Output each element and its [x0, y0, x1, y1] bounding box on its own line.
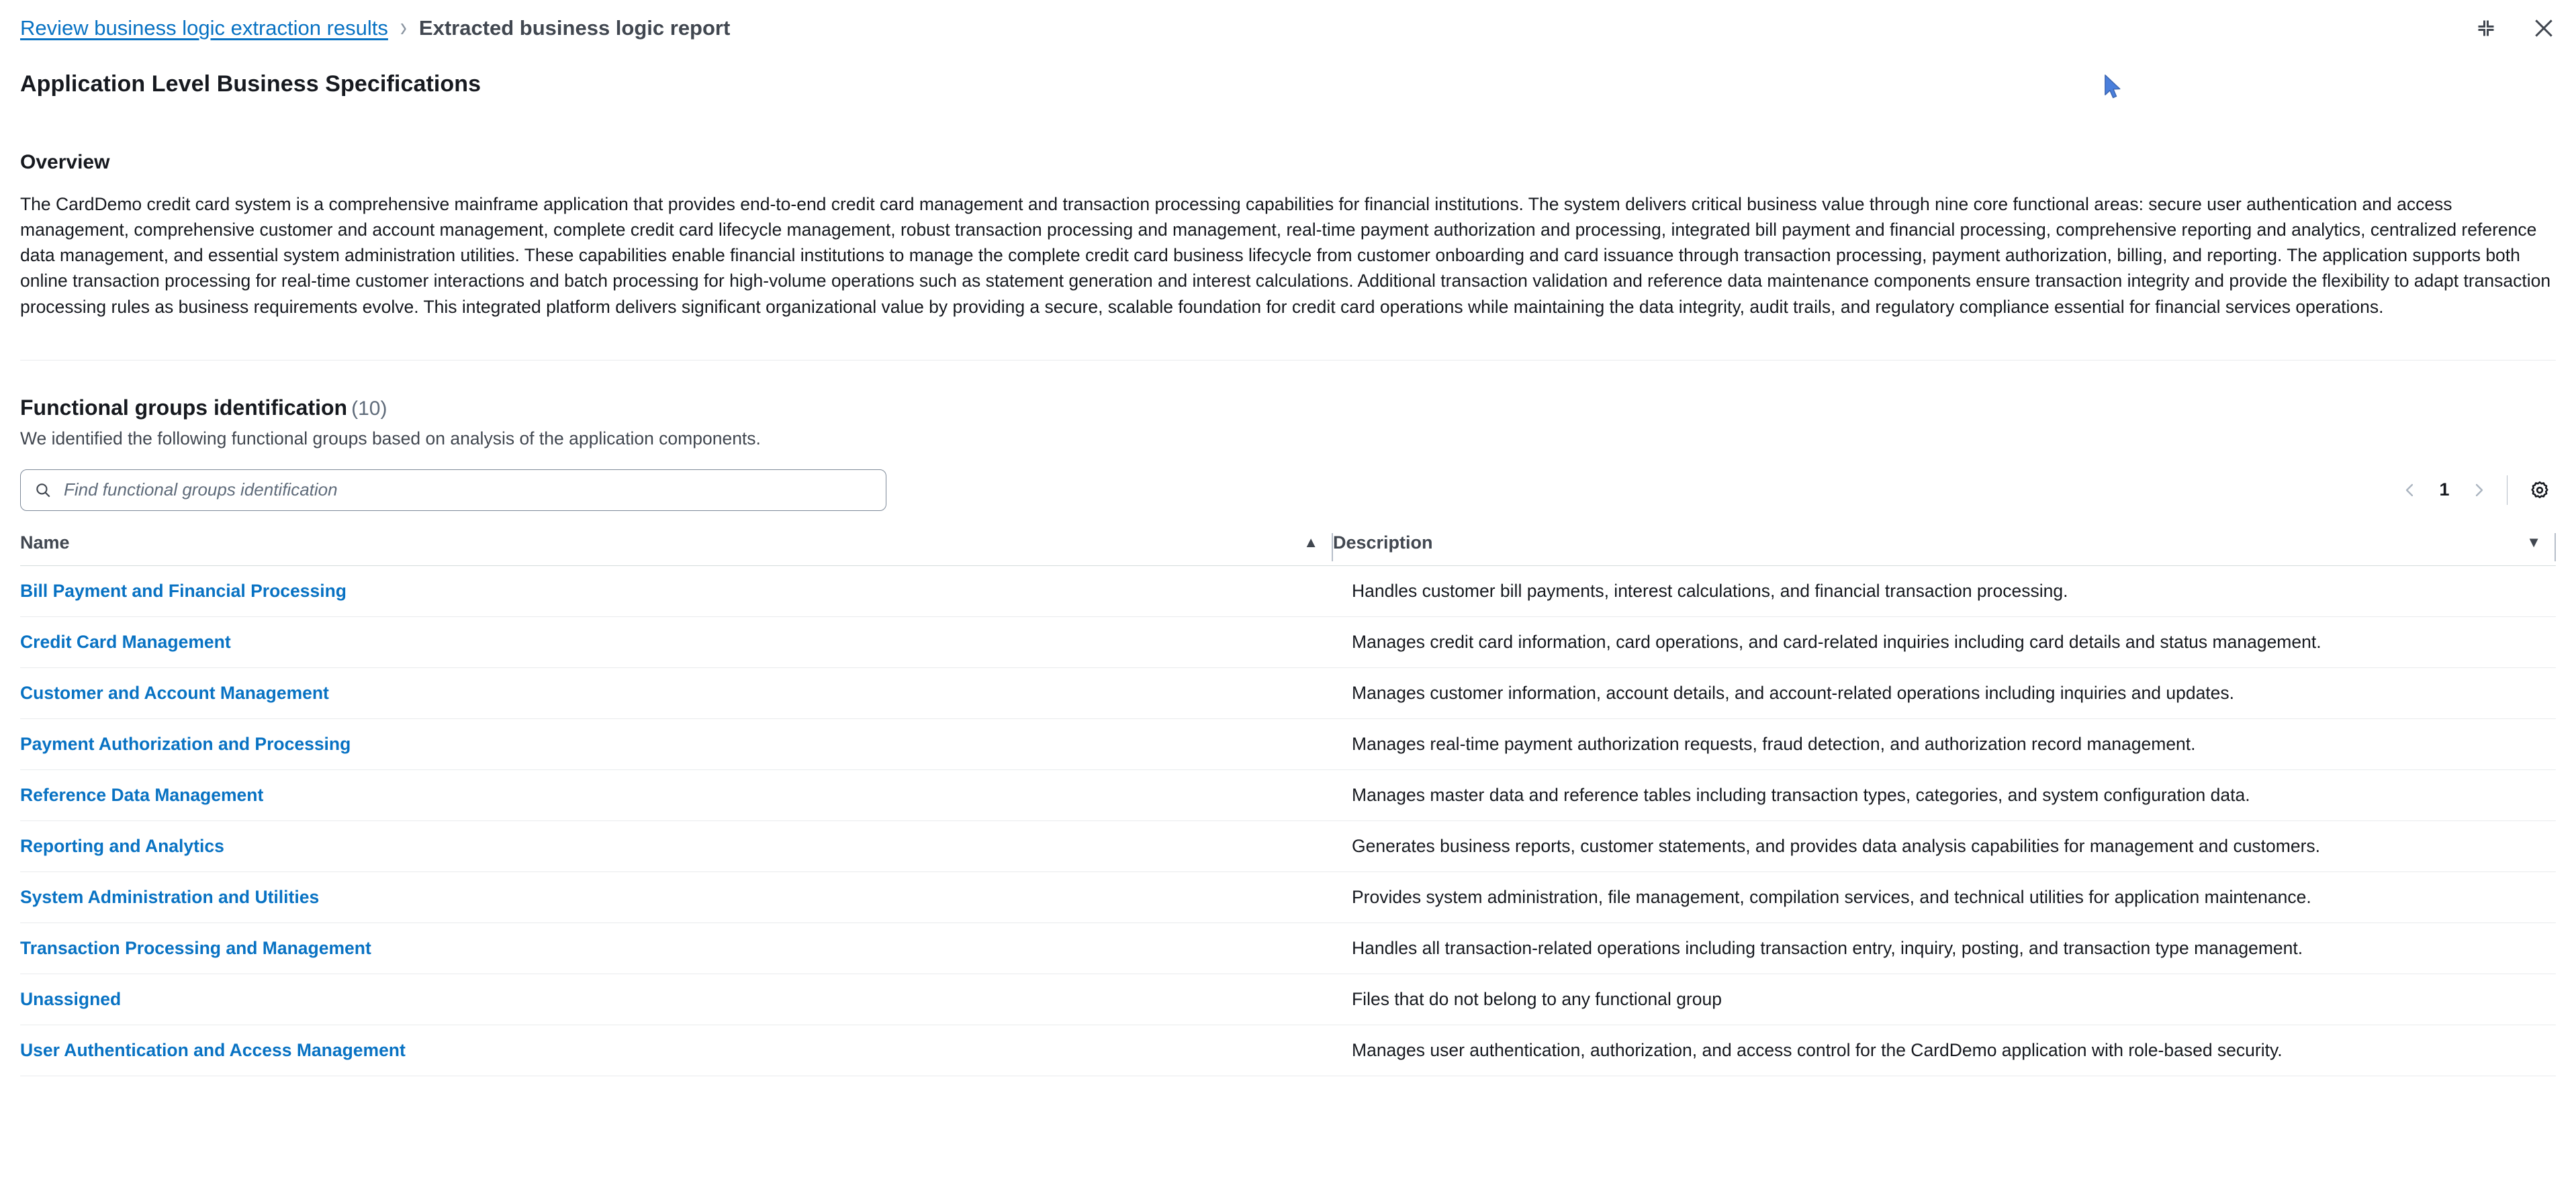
- overview-heading: Overview: [20, 151, 110, 173]
- cell-description: Provides system administration, file management, compilation services, and technical utilities for application maintenance.: [1333, 871, 2556, 923]
- functional-groups-title: Functional groups identification: [20, 395, 348, 420]
- sort-ascending-icon: ▲: [1303, 534, 1318, 551]
- window-actions: [2473, 15, 2557, 42]
- column-header-name-label: Name: [20, 532, 70, 553]
- table-row: [20, 820, 2556, 871]
- search-input[interactable]: [62, 479, 872, 501]
- functional-groups-count: (10): [351, 397, 387, 420]
- pagination-page-1[interactable]: 1: [2439, 479, 2450, 500]
- gear-icon[interactable]: [2524, 474, 2556, 506]
- cell-description: Handles all transaction-related operations including transaction entry, inquiry, posting, and transaction type management.: [1333, 923, 2556, 974]
- cell-name: [20, 718, 1333, 769]
- functional-group-link[interactable]: Customer and Account Management: [20, 682, 329, 703]
- functional-group-link[interactable]: System Administration and Utilities: [20, 886, 320, 907]
- cell-name: [20, 1025, 1333, 1076]
- functional-group-link[interactable]: Reporting and Analytics: [20, 835, 224, 856]
- table-row: [20, 616, 2556, 667]
- breadcrumb-current-page: Extracted business logic report: [418, 16, 731, 40]
- breadcrumb-link-review-results[interactable]: Review business logic extraction results: [20, 16, 388, 40]
- functional-groups-title-row: [20, 395, 2556, 420]
- cell-description: Manages user authentication, authorization, and access control for the CardDemo application with role-based security.: [1333, 1025, 2556, 1076]
- cell-description: Manages customer information, account details, and account-related operations including inquiries and updates.: [1333, 667, 2556, 718]
- section-divider: [20, 360, 2556, 361]
- column-header-description-label: Description: [1333, 532, 1433, 553]
- search-box[interactable]: [20, 469, 886, 511]
- table-row: [20, 871, 2556, 923]
- table-head: [20, 526, 2556, 566]
- cell-name: [20, 820, 1333, 871]
- functional-group-link[interactable]: Credit Card Management: [20, 631, 231, 652]
- cell-description: Files that do not belong to any functional group: [1333, 974, 2556, 1025]
- table-row: [20, 1025, 2556, 1076]
- functional-groups-table: [20, 526, 2556, 1076]
- functional-group-link[interactable]: Unassigned: [20, 988, 122, 1009]
- table-row: [20, 923, 2556, 974]
- page-content: [0, 71, 2576, 1076]
- breadcrumb: [20, 13, 731, 43]
- cell-name: [20, 667, 1333, 718]
- table-body: [20, 565, 2556, 1076]
- column-header-name[interactable]: [20, 526, 1333, 566]
- functional-group-link[interactable]: Bill Payment and Financial Processing: [20, 580, 347, 601]
- top-bar: [0, 0, 2576, 56]
- table-tools-row: [20, 469, 2556, 511]
- table-row: [20, 769, 2556, 820]
- collapse-icon[interactable]: [2473, 15, 2499, 42]
- table-row: [20, 667, 2556, 718]
- pagination: [2394, 474, 2556, 506]
- overview-paragraph: The CardDemo credit card system is a comprehensive mainframe application that provides end-to-end credit card management and transaction processing capabilities for financial institutions. The system delivers critical business value through nine core functional areas: secure user authentication and access management, comprehensive customer and account management, complete credit card lifecycle management, robust transaction processing and management, real-time payment authorization and processing, integrated bill payment and financial processing, comprehensive reporting and analytics, centralized reference data management, and essential system administration utilities. These capabilities enable financial institutions to manage the complete credit card business lifecycle from customer onboarding and card issuance through transaction processing, payment authorization, billing, and reporting. The application supports both online transaction processing for real-time customer interactions and batch processing for high-volume operations such as statement generation and interest calculations. Additional transaction validation and reference data maintenance components ensure transaction integrity and provide the flexibility to adapt transaction processing rules as business requirements evolve. This integrated platform delivers significant organizational value by providing a secure, scalable foundation for credit card operations while maintaining the data integrity, audit trails, and regulatory compliance essential for financial services operations.: [20, 194, 2551, 317]
- functional-group-link[interactable]: Payment Authorization and Processing: [20, 733, 351, 754]
- functional-groups-subtitle: We identified the following functional groups based on analysis of the application components.: [20, 428, 761, 449]
- search-icon: [34, 481, 52, 499]
- table-row: [20, 974, 2556, 1025]
- cell-name: [20, 616, 1333, 667]
- cell-description: Handles customer bill payments, interest calculations, and financial transaction processing.: [1333, 565, 2556, 616]
- pagination-next-icon[interactable]: [2463, 474, 2495, 506]
- functional-groups-header: [20, 395, 2556, 449]
- cell-name: [20, 565, 1333, 616]
- close-icon[interactable]: [2530, 15, 2557, 42]
- column-header-description[interactable]: [1333, 526, 2556, 566]
- cell-name: [20, 974, 1333, 1025]
- page-title: Application Level Business Specifications: [20, 71, 481, 97]
- cell-name: [20, 871, 1333, 923]
- table-row: [20, 565, 2556, 616]
- cell-name: [20, 923, 1333, 974]
- chevron-right-icon: ›: [400, 13, 407, 43]
- functional-group-link[interactable]: User Authentication and Access Management: [20, 1039, 406, 1060]
- column-divider: [2555, 533, 2556, 561]
- table-header-row: [20, 526, 2556, 566]
- sort-descending-icon: ▼: [2526, 534, 2541, 551]
- cell-description: Manages master data and reference tables including transaction types, categories, and system configuration data.: [1333, 769, 2556, 820]
- cell-name: [20, 769, 1333, 820]
- cell-description: Manages real-time payment authorization requests, fraud detection, and authorization record management.: [1333, 718, 2556, 769]
- toolbar-divider: [2507, 475, 2508, 505]
- pagination-prev-icon[interactable]: [2394, 474, 2426, 506]
- functional-group-link[interactable]: Reference Data Management: [20, 784, 264, 805]
- table-row: [20, 718, 2556, 769]
- cell-description: Generates business reports, customer statements, and provides data analysis capabilities for management and customers.: [1333, 820, 2556, 871]
- cell-description: Manages credit card information, card operations, and card-related inquiries including card details and status management.: [1333, 616, 2556, 667]
- functional-group-link[interactable]: Transaction Processing and Management: [20, 937, 371, 958]
